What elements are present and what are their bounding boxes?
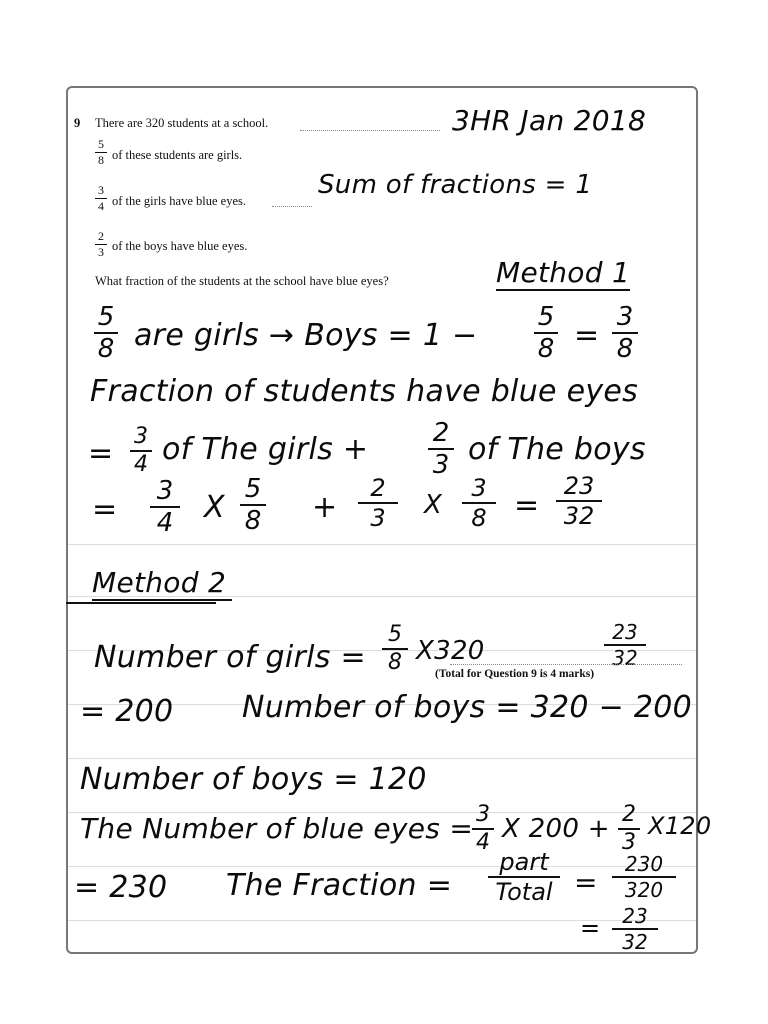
- answer-dotted-line: [450, 664, 682, 665]
- hand-fraction-3-8: 3 8: [612, 304, 638, 362]
- ruled-line: [68, 920, 696, 921]
- ruled-line: [68, 758, 696, 759]
- hand-fraction-2-3-b: 2 3: [358, 476, 398, 530]
- number-of-blue-eyes-line: The Number of blue eyes =: [80, 812, 474, 845]
- question-line-girls: of these students are girls.: [112, 148, 243, 162]
- equals-200: = 200: [80, 694, 174, 729]
- hand-fraction-5-8-c: 5 8: [240, 476, 266, 534]
- answer-dotted-line: [300, 130, 440, 131]
- hand-fraction-5-8-d: 5 8: [382, 624, 408, 674]
- hand-fraction-5-8-b: 5 8: [534, 304, 558, 362]
- equals-sign: =: [574, 866, 598, 899]
- hand-fraction-2-3: 2 3: [428, 420, 454, 478]
- times-320: X320: [416, 636, 485, 666]
- times-sign: X: [424, 490, 443, 520]
- number-of-boys-120: Number of boys = 120: [80, 762, 427, 797]
- equals-sign: =: [514, 488, 540, 523]
- question-line-girls-blue: of the girls have blue eyes.: [112, 194, 246, 208]
- question-line-boys-blue: of the boys have blue eyes.: [112, 239, 248, 253]
- answer-dotted-line: [272, 206, 312, 207]
- equals-sign: =: [580, 914, 601, 942]
- question-prompt: What fraction of the students at the school have blue eyes?: [95, 274, 389, 288]
- final-answer-fraction: 23 32: [612, 906, 658, 952]
- fraction-five-eighths: 5 8: [95, 138, 107, 167]
- hand-fraction-2-3-c: 2 3: [618, 804, 640, 854]
- the-fraction-label: The Fraction =: [226, 868, 453, 903]
- hand-fraction-5-8: 5 8: [94, 304, 118, 362]
- method-1-line-3b: of The boys: [468, 432, 646, 467]
- total-marks: (Total for Question 9 is 4 marks): [435, 668, 595, 680]
- equals-sign: =: [88, 436, 114, 471]
- ruled-line: [68, 544, 696, 545]
- method-1-heading: Method 1: [496, 256, 631, 289]
- equals-230: = 230: [74, 870, 168, 905]
- times-sign: X: [204, 490, 225, 525]
- method-1-line-2: Fraction of students have blue eyes: [90, 374, 639, 409]
- equals-sign: =: [574, 318, 600, 353]
- part-over-total: part Total: [488, 850, 560, 904]
- hand-fraction-3-8-b: 3 8: [462, 476, 496, 530]
- fraction-two-thirds: 2 3: [95, 230, 107, 259]
- times-120: X120: [648, 812, 712, 840]
- sum-of-fractions-note: Sum of fractions = 1: [318, 170, 593, 200]
- hand-fraction-3-4-c: 3 4: [472, 804, 494, 854]
- ruled-line: [68, 866, 696, 867]
- fraction-three-quarters: 3 4: [95, 184, 107, 213]
- number-of-boys-line: Number of boys = 320 − 200: [242, 690, 693, 725]
- hand-fraction-3-4: 3 4: [130, 426, 152, 476]
- plus-sign: +: [312, 490, 338, 525]
- hand-fraction-23-32: 23 32: [556, 474, 602, 528]
- method-1-line-3a: of The girls +: [162, 432, 369, 467]
- question-number: 9: [74, 116, 81, 130]
- exam-reference: 3HR Jan 2018: [452, 104, 647, 137]
- method-2-heading: Method 2: [92, 566, 232, 601]
- method-1-line-1: are girls → Boys = 1 −: [134, 318, 478, 353]
- hand-fraction-230-320: 230 320: [612, 854, 676, 900]
- equals-sign: =: [92, 492, 118, 527]
- method-2-underline: [66, 602, 216, 604]
- hand-fraction-3-4-b: 3 4: [150, 478, 180, 536]
- answer-fraction: 23 32: [604, 622, 646, 668]
- times-200-plus: X 200 +: [502, 814, 610, 844]
- question-intro: There are 320 students at a school.: [95, 116, 269, 130]
- number-of-girls-line: Number of girls =: [94, 640, 366, 675]
